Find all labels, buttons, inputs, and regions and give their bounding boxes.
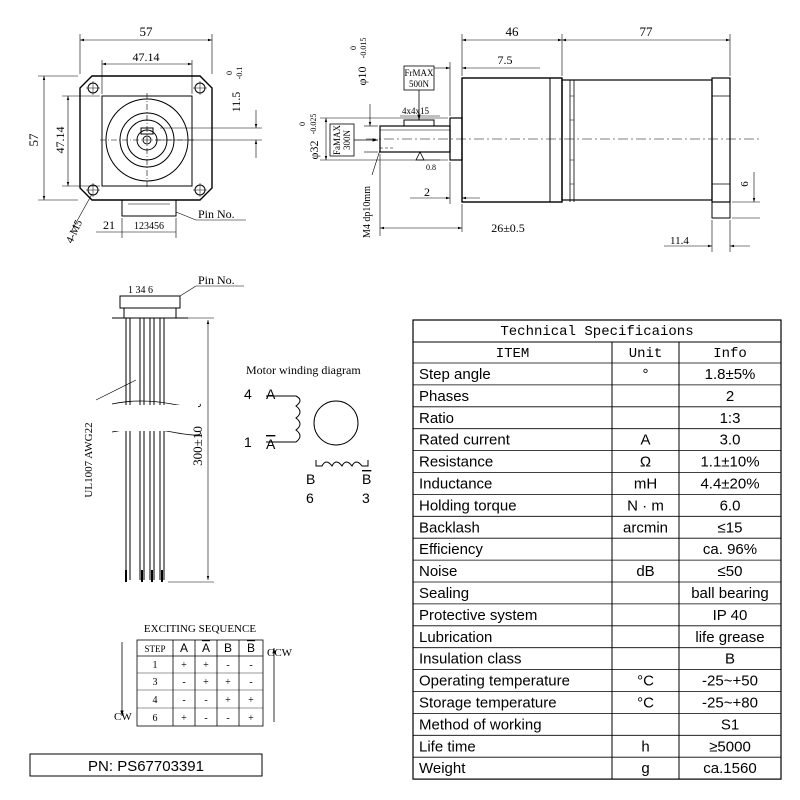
spec-info: ≤15 [717, 519, 743, 537]
spec-info: -25~+50 [702, 672, 758, 690]
spec-info: 2 [725, 387, 735, 405]
dim-hole-spacing-v: 47.14 [53, 126, 67, 154]
dim-shaft: 11.5 [229, 91, 243, 113]
fa-max-line1: FaMAX [332, 124, 342, 156]
hole-label: 4-M5 [63, 218, 86, 246]
exciting-cell: + [248, 695, 254, 706]
spec-info: ball bearing [691, 585, 769, 602]
spec-info: 6.0 [719, 497, 741, 515]
exciting-header-cell: B [246, 641, 256, 655]
spec-item: Weight [419, 760, 466, 778]
spec-header-cell: Unit [628, 346, 663, 362]
spec-unit: Ω [639, 453, 652, 471]
exciting-cell: - [249, 677, 253, 688]
exciting-cell: + [181, 660, 187, 671]
spec-info: B [724, 650, 736, 668]
connector-pins: 123456 [134, 221, 164, 232]
winding-bbar-label: B [362, 471, 372, 487]
spec-item: Storage temperature [419, 694, 557, 712]
winding-a-pin: 4 [244, 386, 252, 402]
spec-item: Efficiency [419, 541, 483, 559]
spec-header-cell: Info [713, 346, 747, 362]
dim-height: 57 [26, 133, 41, 147]
spec-item: Rated current [419, 431, 510, 449]
spec-item: Operating temperature [419, 672, 570, 690]
fr-max-line1: FrMAX [404, 68, 434, 78]
exciting-cell: 1 [152, 660, 158, 671]
spec-title: Technical Specificaions [500, 324, 694, 340]
exciting-cell: - [182, 695, 186, 706]
spec-item: Sealing [419, 585, 470, 602]
lead-drawing-labels [83, 273, 235, 498]
exciting-cell: + [225, 677, 231, 688]
side-view-labels [298, 24, 751, 247]
spec-unit: arcmin [622, 519, 669, 537]
spec-item: Insulation class [419, 650, 522, 668]
spec-info: S1 [720, 716, 740, 734]
exciting-cell: + [225, 695, 231, 706]
winding-bbar-pin: 3 [362, 490, 370, 506]
pilot-dia: φ32 [307, 140, 321, 160]
exciting-header-cell: A [179, 641, 189, 655]
spec-item: Backlash [419, 519, 480, 537]
exciting-cell: - [182, 677, 186, 688]
lead-pin-numbers: 1 34 6 [128, 285, 153, 296]
winding-abar-pin: 1 [244, 434, 252, 450]
exciting-cell: 6 [152, 713, 158, 724]
spec-info: 3.0 [719, 431, 741, 449]
spec-info: -25~+80 [702, 694, 758, 712]
spec-item: Phases [419, 387, 470, 405]
spec-info: 1.8±5% [704, 366, 756, 383]
spec-item: Life time [419, 738, 476, 756]
winding-diagram [266, 396, 368, 466]
dim-shaft-tol-upper: 0 [225, 71, 234, 75]
exciting-cell: + [181, 713, 187, 724]
part-number-box [30, 754, 262, 776]
side-view [320, 34, 760, 252]
spec-info: life grease [695, 628, 765, 646]
part-number: PN: PS67703391 [88, 758, 204, 775]
pin-no-label: Pin No. [198, 207, 235, 221]
dim-26: 26±0.5 [491, 221, 525, 235]
spec-item: Method of working [419, 716, 542, 734]
winding-labels [244, 363, 371, 506]
exciting-cell: - [204, 713, 208, 724]
lead-pin-no-label: Pin No. [198, 273, 235, 287]
dim-46: 46 [505, 24, 519, 39]
spec-item: Inductance [419, 475, 493, 493]
exciting-cell: - [204, 695, 208, 706]
exciting-header-cell: STEP [144, 644, 166, 654]
spec-item: Protective system [419, 606, 538, 624]
exciting-sequence [114, 623, 293, 726]
fa-max-line2: 300N [342, 130, 352, 150]
spec-unit: ° [642, 366, 649, 383]
spec-table [413, 320, 781, 779]
dim-shaft-tol: -0.1 [235, 66, 244, 80]
exciting-cell: 3 [152, 677, 158, 688]
spec-item: Lubrication [419, 628, 493, 646]
winding-abar-label: A [266, 436, 276, 452]
exciting-cell: 4 [152, 695, 158, 706]
shaft-dia: φ10 [355, 66, 369, 86]
spec-info: 4.4±20% [700, 475, 760, 493]
exciting-cell: + [203, 677, 209, 688]
dim-21: 21 [103, 218, 115, 232]
exciting-title: EXCITING SEQUENCE [143, 623, 257, 635]
spec-item: Resistance [419, 453, 494, 471]
shaft-dia-tol: -0.015 [359, 37, 368, 59]
exciting-cell: + [203, 660, 209, 671]
dim-width: 57 [139, 24, 153, 39]
roughness: 0.8 [426, 163, 436, 172]
exciting-cell: - [226, 660, 230, 671]
exciting-cell: - [249, 660, 253, 671]
spec-info: ≥5000 [709, 738, 751, 756]
spec-unit: dB [636, 563, 655, 581]
shaft-dia-tol-upper: 0 [349, 46, 358, 50]
dim-11-4: 11.4 [670, 235, 689, 247]
winding-title: Motor winding diagram [246, 363, 361, 377]
spec-unit: N · m [627, 497, 664, 515]
wire-label: UL1007 AWG22 [83, 422, 95, 498]
spec-info: ca.1560 [703, 760, 757, 778]
spec-item: Ratio [419, 409, 455, 427]
winding-b-pin: 6 [306, 490, 314, 506]
pilot-dia-tol-upper: 0 [298, 122, 307, 126]
spec-unit: mH [633, 475, 658, 493]
spec-info: ≤50 [717, 563, 743, 581]
exciting-cell: + [248, 713, 254, 724]
exciting-header-cell: B [223, 641, 233, 655]
lead-wires [126, 318, 164, 582]
spec-unit: °C [637, 694, 654, 712]
winding-a-label: A [266, 386, 276, 402]
cw-label: CW [114, 711, 132, 723]
exciting-cell: - [226, 713, 230, 724]
exciting-header-cell: A [201, 641, 211, 655]
dim-6: 6 [739, 181, 751, 187]
mounting-holes [86, 81, 207, 197]
spec-item: Noise [419, 563, 458, 581]
spec-info: ca. 96% [702, 541, 758, 559]
dim-2: 2 [424, 185, 430, 199]
pilot-dia-tol: -0.025 [309, 113, 318, 135]
spec-unit: g [641, 760, 650, 778]
fr-max-line2: 500N [409, 79, 429, 89]
exciting-header [144, 641, 255, 655]
key-label: 4x4x15 [402, 106, 429, 116]
spec-info: 1.1±10% [700, 453, 760, 471]
dim-77: 77 [639, 24, 653, 39]
thread-label: M4 dp10mm [362, 186, 373, 238]
spec-header-cell: ITEM [495, 346, 530, 362]
spec-unit: h [641, 738, 650, 756]
ccw-label: CCW [267, 647, 293, 659]
spec-unit: °C [637, 672, 654, 690]
dim-7-5: 7.5 [497, 53, 513, 67]
spec-unit: A [640, 431, 651, 449]
lead-drawing [96, 286, 244, 582]
spec-item: Holding torque [419, 497, 517, 515]
winding-b-label: B [306, 471, 316, 487]
spec-info: 1:3 [719, 409, 741, 427]
length-label: 300±10 [190, 426, 205, 466]
spec-item: Step angle [419, 366, 491, 383]
spec-info: IP 40 [712, 606, 748, 624]
dim-hole-spacing-h: 47.14 [132, 50, 160, 64]
